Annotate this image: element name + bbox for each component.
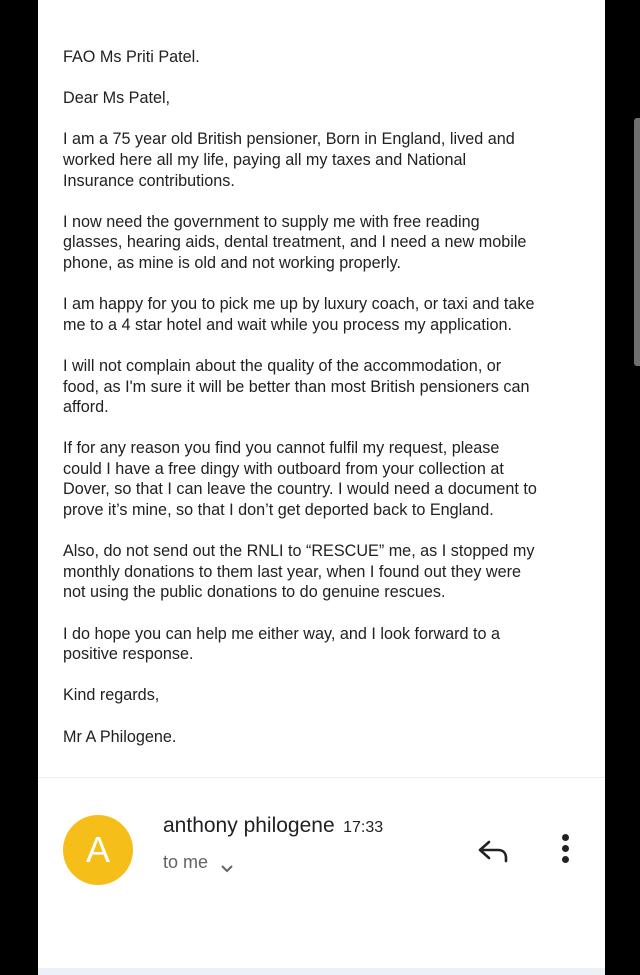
email-paragraph-salutation-fao: FAO Ms Priti Patel.: [63, 48, 200, 66]
more-vert-icon[interactable]: [560, 834, 570, 866]
email-paragraph: I am happy for you to pick me up by luxury coach, or taxi and take me to a 4 star hotel and wait while you process my application.: [63, 295, 535, 334]
more-dot: [562, 834, 569, 841]
email-paragraph: I am a 75 year old British pensioner, Born in England, lived and worked here all my life, paying all my taxes and National Insurance contributions.: [63, 130, 515, 190]
message-time: 17:33: [343, 819, 384, 836]
email-paragraph: If for any reason you find you cannot fulfil my request, please could I have a free dingy with outboard from your collection at Dover, so that I can leave the country. I would need a document to prove it’s mine, so that I don’t get deported back to England.: [63, 439, 537, 520]
email-body: [63, 47, 583, 768]
bottom-edge: [38, 968, 605, 975]
email-paragraph-greeting: Dear Ms Patel,: [63, 89, 171, 108]
email-paragraph: I do hope you can help me either way, and I look forward to a positive response.: [63, 624, 501, 664]
chevron-down-icon[interactable]: [220, 858, 234, 868]
scrollbar-thumb[interactable]: [634, 118, 640, 366]
more-dot: [562, 856, 569, 863]
email-paragraph: I will not complain about the quality of the accommodation, or food, as I'm sure it will be better than most British pensioners can afford.: [63, 356, 530, 417]
sender-name[interactable]: anthony philogene: [163, 814, 335, 837]
email-view: [38, 0, 605, 975]
avatar[interactable]: A: [63, 815, 133, 885]
email-paragraph: Also, do not send out the RNLI to “RESCUE” me, as I stopped my monthly donations to them last year, when I found out they were not using the public donations to do genuine rescues.: [63, 542, 535, 602]
recipient-details-toggle[interactable]: [163, 852, 234, 873]
sender-line: [163, 814, 383, 838]
reply-icon[interactable]: [476, 838, 510, 864]
email-signature: Mr A Philogene.: [63, 727, 177, 746]
header-divider: [38, 777, 605, 778]
more-dot: [562, 845, 569, 852]
email-paragraph: I now need the government to supply me with free reading glasses, hearing aids, dental treatment, and I need a new mobile phone, as mine is old and not working properly.: [63, 212, 527, 272]
recipient-label: to me: [163, 852, 209, 872]
email-sign-off: Kind regards,: [63, 686, 160, 705]
